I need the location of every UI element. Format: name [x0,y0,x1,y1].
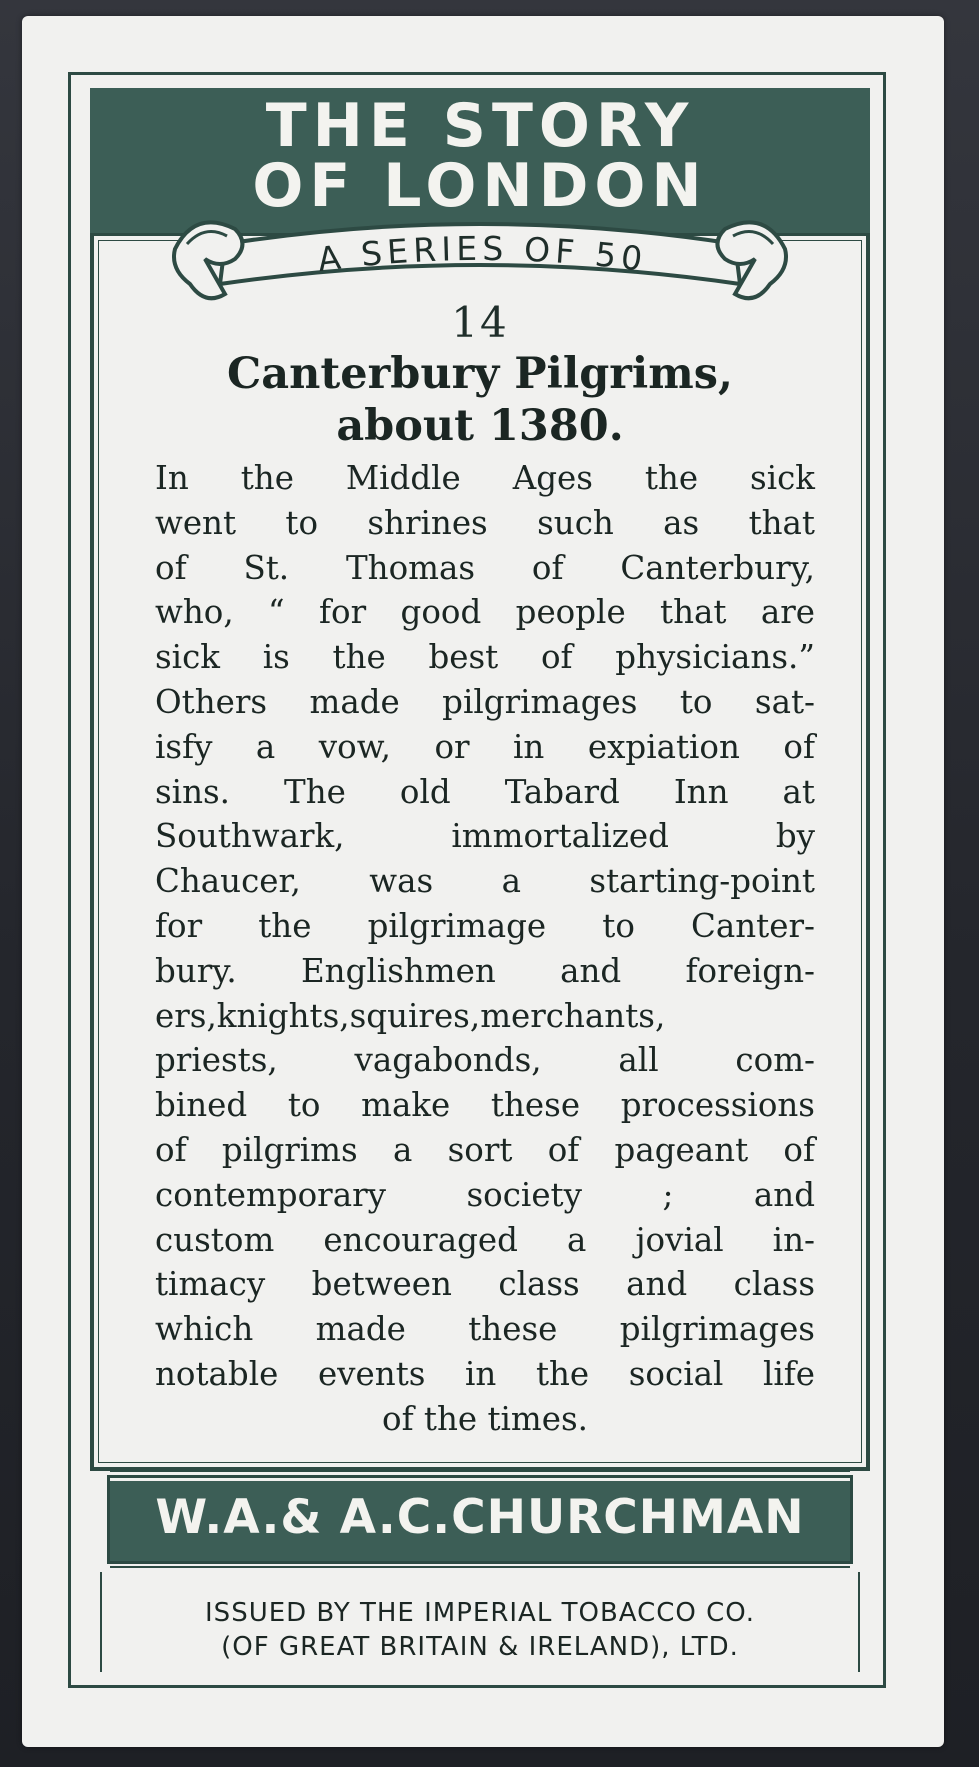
description-line: ers,knights,squires,merchants, [155,996,666,1035]
issuer-line-1: ISSUED BY THE IMPERIAL TOBACCO CO. [205,1598,755,1628]
series-title [90,91,870,221]
description-line: Chaucer, was a starting-point [155,862,815,901]
description-line: contemporary society ; and [155,1175,815,1214]
description-line: In the Middle Ages the sick [155,459,815,497]
card-title [98,348,862,452]
description-line: of St. Thomas of Canterbury, [155,548,815,587]
card-number: 14 [451,298,509,347]
description-line: sick is the best of physicians.” [155,638,815,677]
card-title-line-1: Canterbury Pilgrims, [227,349,733,399]
description-line: Others made pilgrimages to sat- [155,682,815,721]
description-line: who, “ for good people that are [155,593,815,632]
issuer-line-2: (OF GREAT BRITAIN & IRELAND), LTD. [221,1632,739,1662]
series-banner-text: A SERIES OF 50 [315,228,650,280]
description-line: Southwark, immortalized by [155,817,815,856]
description-line: priests, vagabonds, all com- [155,1041,815,1080]
description-line: bury. Englishmen and foreign- [155,951,815,990]
description-line: isfy a vow, or in expiation of [155,727,815,766]
description-line: timacy between class and class [155,1265,815,1304]
description-line: custom encouraged a jovial in- [155,1220,815,1259]
issuer-text [100,1596,860,1664]
description-line: of the times. [382,1399,588,1438]
series-title-line-2: OF LONDON [252,151,708,221]
description-line: of pilgrims a sort of pageant of [155,1130,815,1169]
card-title-line-2: about 1380. [336,401,624,451]
maker-rule-top [110,1470,850,1472]
card-description [155,456,815,1442]
description-line: bined to make these processions [155,1086,815,1125]
series-title-line-1: THE STORY [265,91,695,161]
description-line: notable events in the social life [155,1354,815,1393]
maker-name: W.A.& A.C.CHURCHMAN [155,1490,805,1545]
description-line: for the pilgrimage to Canter- [155,906,815,945]
description-line: which made these pilgrimages [155,1310,815,1349]
maker-rule-bottom [110,1566,850,1568]
description-line: sins. The old Tabard Inn at [155,772,815,811]
description-line: went to shrines such as that [155,503,815,542]
